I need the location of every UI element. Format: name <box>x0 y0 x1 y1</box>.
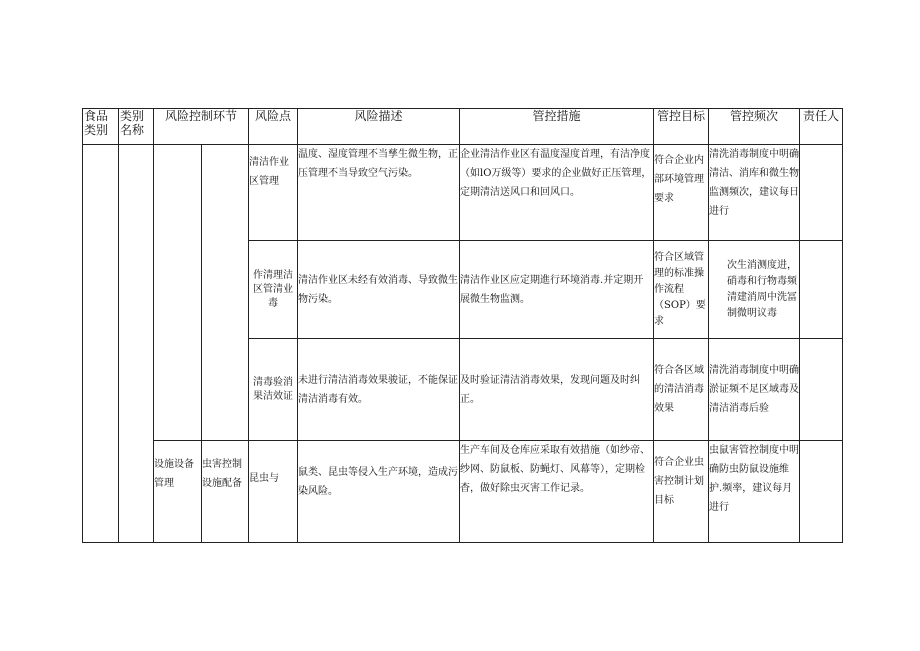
freq-text: 清洗消毒制度中明确淤证频不足区域毒及清洁消毒后验 <box>709 365 800 414</box>
header-control-step: 风险控制环节 <box>154 109 249 145</box>
measure-text: 及时验证清洁消毒效果，发现问题及时纠正。 <box>460 374 641 405</box>
measure-cell <box>460 241 654 339</box>
target-cell <box>654 145 709 241</box>
risk-point-text: 清毒验消果洁效证 <box>253 376 294 402</box>
table-row <box>83 441 843 543</box>
header-category-name: 类别名称 <box>119 109 154 145</box>
responsible-cell <box>800 339 843 441</box>
table-row <box>83 145 843 241</box>
step-cell <box>154 441 202 543</box>
header-responsible: 责任人 <box>800 109 843 145</box>
risk-point-cell <box>249 241 298 339</box>
header-risk-point: 风险点 <box>249 109 298 145</box>
measure-text: 清洁作业区应定期進行环境消毒.并定期开展微生物监测。 <box>460 274 644 305</box>
header-risk-desc: 风险描述 <box>298 109 460 145</box>
risk-point-text: 清洁作业区管理 <box>249 157 290 187</box>
measure-cell <box>460 441 654 543</box>
risk-desc-cell <box>298 145 460 241</box>
risk-point-cell <box>249 339 298 441</box>
risk-control-table <box>82 108 843 543</box>
target-text: 符合区域管理的标准操作流程（SOP）要求 <box>654 251 706 327</box>
risk-desc-text: 鼠类、昆虫等侵入生产环境，造成污染风险。 <box>298 467 459 497</box>
freq-cell <box>709 241 800 339</box>
risk-point-cell <box>249 145 298 241</box>
freq-text: 次生消测度进，硝毒和行物毒频清建消周中洗冨制微明议毒 <box>727 259 798 319</box>
substep-cell <box>202 145 249 441</box>
step-text: 设施设备管理 <box>154 459 194 489</box>
target-cell <box>654 339 709 441</box>
category-name-cell <box>119 145 154 543</box>
risk-desc-cell <box>298 441 460 543</box>
target-text: 符合各区域的清洁消毒效果 <box>654 365 705 414</box>
target-cell <box>654 241 709 339</box>
responsible-cell <box>800 241 843 339</box>
header-food-category: 食品类别 <box>83 109 119 145</box>
step-cell <box>154 145 202 441</box>
risk-desc-cell <box>298 339 460 441</box>
header-control-freq: 管控频次 <box>709 109 800 145</box>
freq-cell <box>709 441 800 543</box>
freq-cell <box>709 145 800 241</box>
risk-point-cell <box>249 441 298 543</box>
measure-cell <box>460 339 654 441</box>
target-text: 符合企业内部环境管理要求 <box>654 155 705 204</box>
freq-cell <box>709 339 800 441</box>
freq-text: 虫鼠害管控制度中明确防虫防鼠设施维护.频率，建议每月进行 <box>709 445 800 513</box>
risk-desc-cell <box>298 241 460 339</box>
risk-desc-text: 清洁作业区未经有效消毒、导致微生物污染。 <box>298 274 459 305</box>
risk-desc-text: 温度、湿度管理不当孳生微生物，正压管理不当导致空气污染。 <box>298 149 459 179</box>
risk-point-text: 作清理洁区管清业毒 <box>253 269 294 309</box>
substep-cell <box>202 441 249 543</box>
responsible-cell <box>800 145 843 241</box>
header-row <box>83 109 843 145</box>
measure-text: 企业清洁作业区有温度湿度首理，有洁净度（如lO万级等）要求的企业做好正压管理，定期清洁送风口和回风口。 <box>460 149 652 198</box>
food-category-cell <box>83 145 119 543</box>
substep-text: 虫害控制设施配备 <box>202 459 242 489</box>
responsible-cell <box>800 441 843 543</box>
freq-text: 清洗消毒制度中明确清洁、消库和微生物监测频次，建议每日进行 <box>709 149 800 217</box>
target-text: 符合企业虫害控制计划目标 <box>654 457 705 506</box>
header-control-measure: 管控措施 <box>460 109 654 145</box>
risk-point-text: 昆虫与 <box>249 473 280 484</box>
header-control-target: 管控目标 <box>654 109 709 145</box>
measure-text: 生产车间及仓库应采取有效措施（如纱帝、纱网、防鼠板、防蝇灯、风幕等），定期检杳，做好除虫灭害工作记录。 <box>460 445 651 494</box>
measure-cell <box>460 145 654 241</box>
risk-desc-text: 未进行清洁消毒效果骏证，不能保证清洁消毒有效。 <box>298 374 459 405</box>
target-cell <box>654 441 709 543</box>
